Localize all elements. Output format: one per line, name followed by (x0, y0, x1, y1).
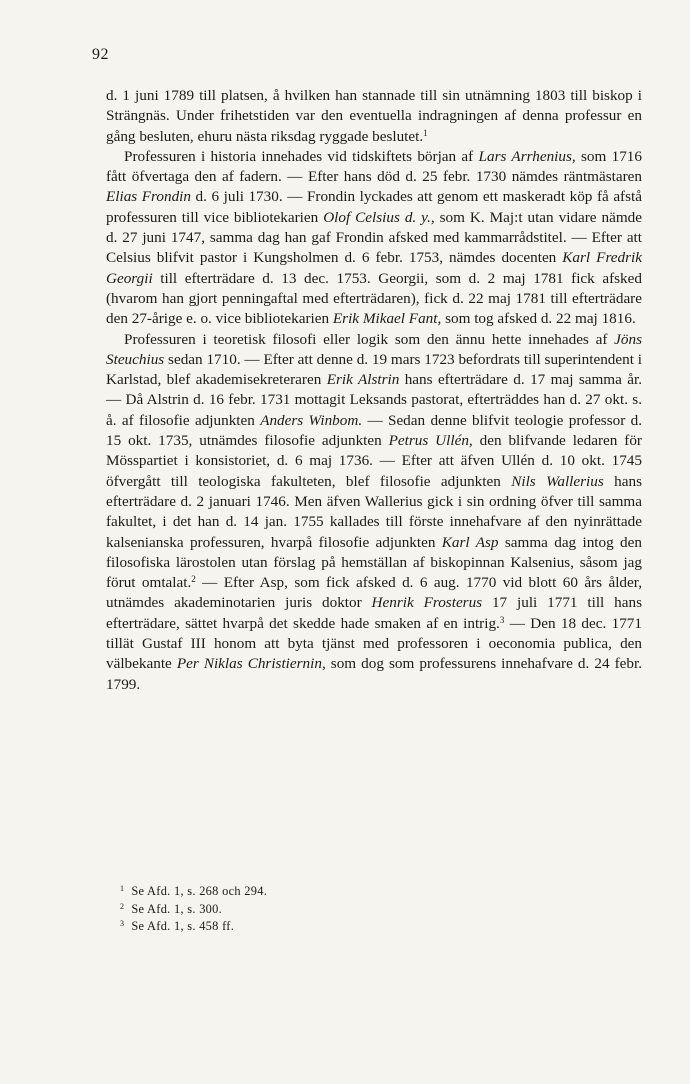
paragraph (106, 147, 642, 330)
person-name: Lars Arrhenius, (478, 147, 576, 165)
person-name: Karl Fredrik Georgii (106, 249, 642, 287)
person-name: Per Niklas Christiernin, (176, 655, 326, 673)
text-run: till efterträdare d. 13 dec. 1753. Georgii, som d. 2 maj 1781 fick afsked (hvarom han gjort penningaftal med efterträdaren), fick d. 22 maj 1781 till efterträdare den 27-årige e. o. vice bibliotekarien (106, 269, 642, 328)
person-name: Erik Alstrin (326, 371, 400, 389)
text-run: hans efterträdare d. 2 januari 1746. Men äfven Wallerius gick i sin ordning öfver till samma fakultet, i det han d. 14 jan. 1755 kallades till förste innehafvare af den nyinrättade kalsenianska professuren, hvarpå filosofie adjunkten (106, 472, 642, 551)
text-run: som K. Maj:t utan vidare nämde d. 27 juni 1747, samma dag han gaf Frondin afsked med kammarrådstitel. — Efter att Celsius blifvit pastor i Kungsholmen d. 6 febr. 1753, nämdes docenten (106, 208, 642, 267)
text-run: — Sedan denne blifvit teologie professor d. 15 okt. 1735, utnämdes filosofie adjunkten (106, 411, 643, 450)
person-name: Nils Wallerius (511, 472, 604, 490)
footnote (120, 918, 267, 936)
footnote-mark: 1 (120, 884, 125, 893)
page-number: 92 (92, 46, 109, 63)
person-name: Jöns Steuchius (106, 330, 642, 368)
person-name: Karl Asp (441, 533, 499, 551)
body-text (106, 86, 642, 695)
footnote-text: Se Afd. 1, s. 458 ff. (131, 919, 235, 934)
text-run: d. 6 juli 1730. — Frondin lyckades att genom ett maskeradt köp få afstå professuren till vice bibliotekarien (106, 188, 642, 226)
text-run: som dog som professurens innehafvare d. 24 febr. 1799. (106, 655, 642, 693)
person-name: Anders Winbom. (260, 411, 363, 429)
text-run: hans efterträdare d. 17 maj samma år. — Då Alstrin d. 16 febr. 1731 mottagit Leksands pastorat, efterträddes han d. 27 okt. s. å. af filosofie adjunkten (106, 371, 643, 429)
person-name: Elias Frondin (106, 188, 191, 206)
footnote (120, 901, 267, 919)
footnote (120, 883, 267, 901)
footnote-ref: 3 (499, 614, 505, 625)
footnote-ref: 1 (423, 127, 428, 138)
text-run: 17 juli 1771 till hans efterträdare, sättet hvarpå det skedde hade smaken af en intrig. (106, 594, 642, 632)
text-run: d. 1 juni 1789 till platsen, å hvilken han stannade till sin utnämning 1803 till biskop i Strängnäs. Under frihetstiden var den eventuella indragningen af denna professur en gång besluten, ehuru nästa riksdag ryggade beslutet. (106, 87, 642, 145)
person-name: Erik Mikael Fant, (332, 310, 442, 328)
footnote-text: Se Afd. 1, s. 268 och 294. (131, 884, 268, 898)
text-run: Professuren i historia innehades vid tidskiftets början af (124, 147, 479, 165)
text-run: den blifvande ledaren för Mösspartiet i konsistoriet, d. 6 maj 1736. — Efter att äfven Ullén d. 10 okt. 1745 öfvergått till teologiska fakulteten, blef filosofie adjunkten (106, 432, 642, 490)
footnote-ref: 2 (191, 574, 196, 585)
person-name: Petrus Ullén, (388, 432, 473, 450)
footnote-text: Se Afd. 1, s. 300. (131, 901, 223, 916)
text-run: sedan 1710. — Efter att denne d. 19 mars 1723 befordrats till superintendent i Karlstad, blef akademisekreteraren (106, 350, 642, 389)
paragraph (106, 86, 642, 147)
footnotes (120, 883, 267, 936)
person-name: Olof Celsius d. y., (323, 208, 435, 226)
text-run: — Efter Asp, som fick afsked d. 6 aug. 1770 vid blott 60 års ålder, utnämdes akademinotarien juris doktor (106, 574, 642, 612)
text-run: Professuren i teoretisk filosofi eller logik som den ännu hette innehades af (124, 330, 615, 348)
text-run: som tog afsked d. 22 maj 1816. (441, 310, 636, 328)
footnote-mark: 3 (120, 919, 125, 929)
text-run: samma dag intog den filosofiska lärostolen utan förslag på hemställan af biskopinnan Kalsenius, såsom jag förut omtalat. (106, 533, 642, 592)
text-run: som 1716 fått öfvertaga den af fadern. — Efter hans död d. 25 febr. 1730 nämdes räntmästaren (106, 147, 642, 186)
paragraph (106, 330, 642, 695)
footnote-mark: 2 (120, 901, 125, 911)
person-name: Henrik Frosterus (371, 594, 483, 612)
text-run: — Den 18 dec. 1771 tillät Gustaf III honom att byta tjänst med professoren i oeconomia publica, den välbekante (106, 614, 642, 673)
